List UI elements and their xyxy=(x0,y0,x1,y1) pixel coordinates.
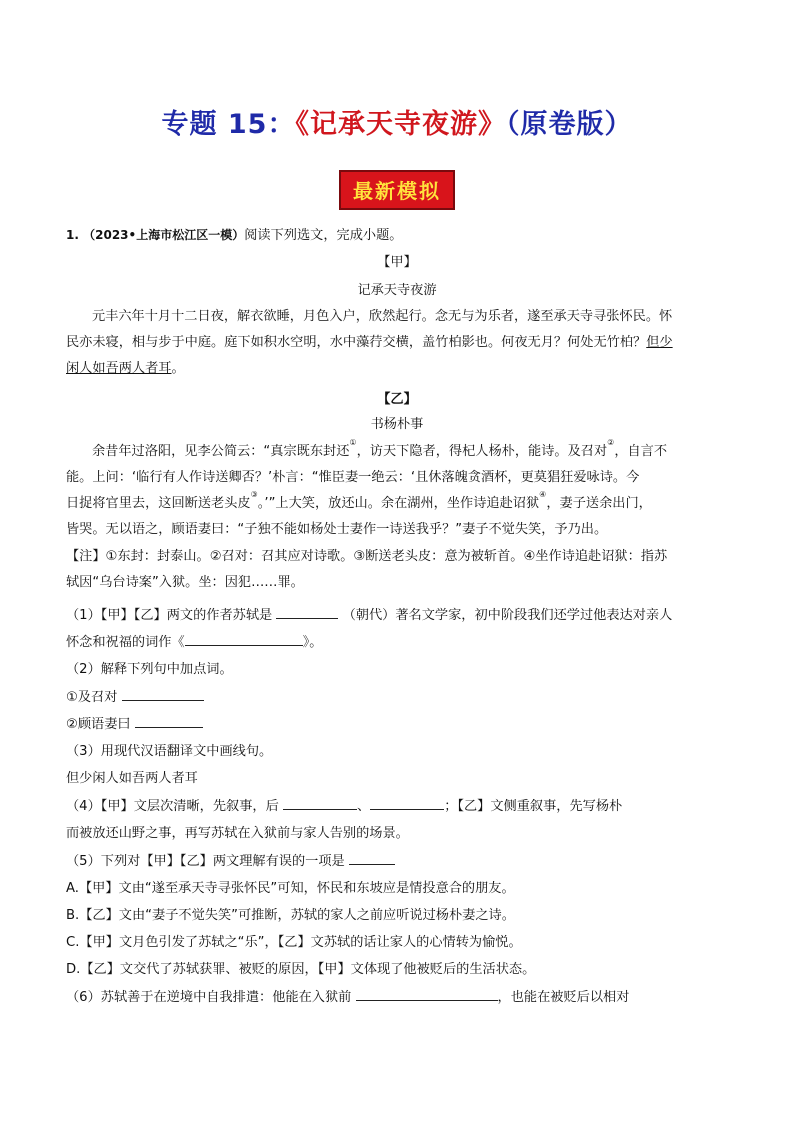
answer-blank-dynasty[interactable] xyxy=(276,606,338,619)
jia-paragraph-line-3 xyxy=(66,357,734,376)
answer-blank-4a[interactable] xyxy=(283,797,357,810)
question-instruction: 阅读下列选文，完成小题。 xyxy=(244,228,403,243)
subquestion-2b-text: ②顾语妻曰 xyxy=(66,717,131,732)
subquestion-1-text-b: （朝代）著名文学家，初中阶段我们还学过他表达对亲人 xyxy=(342,608,673,623)
yi-line3-text-c: ，妻子送余出门， xyxy=(546,496,652,511)
subquestion-1-text-d: 》。 xyxy=(302,635,323,650)
title-main: 《记承天寺夜游》 xyxy=(295,109,506,140)
yi-line1-text-a: 余昔年过洛阳，见李公简云：“真宗既东封还 xyxy=(92,444,350,459)
subquestion-1-text-a: （1）【甲】【乙】两文的作者苏轼是 xyxy=(66,608,273,623)
subquestion-2b xyxy=(66,713,734,732)
subquestion-5 xyxy=(66,850,734,869)
subquestion-4-cont: 而被放还山野之事，再写苏轼在入狱前与家人告别的场景。 xyxy=(66,826,409,841)
subquestion-3-sentence: 但少闲人如吾两人者耳 xyxy=(66,771,198,786)
notes-line-2: 轼因“乌台诗案”入狱。坐：因犯……罪。 xyxy=(66,575,304,590)
jia-underlined-start: 但少 xyxy=(646,335,673,350)
option-b[interactable]: B.【乙】文由“妻子不觉失笑”可推断，苏轼的家人之前应听说过杨朴妻之诗。 xyxy=(66,908,515,923)
subquestion-4-text-b: 、 xyxy=(357,799,371,814)
subquestion-4 xyxy=(66,795,734,814)
option-c[interactable]: C.【甲】文月色引发了苏轼之“乐”，【乙】文苏轼的话让家人的心情转为愉悦。 xyxy=(66,935,522,950)
section-badge: 最新模拟 xyxy=(339,170,455,210)
jia-period: 。 xyxy=(171,361,185,376)
jia-label: 【甲】 xyxy=(377,255,417,270)
subquestion-4-text-a: （4）【甲】文层次清晰，先叙事，后 xyxy=(66,799,279,814)
subquestion-6 xyxy=(66,986,734,1005)
subquestion-6-text-a: （6）苏轼善于在逆境中自我排遣：他能在入狱前 xyxy=(66,990,352,1005)
option-a[interactable]: A.【甲】文由“遂至承天寺寻张怀民”可知，怀民和东坡应是情投意合的朋友。 xyxy=(66,881,515,896)
section-badge-wrap xyxy=(0,170,794,210)
yi-line1-text-b: ，访天下隐者，得杞人杨朴，能诗。及召对 xyxy=(356,444,608,459)
subquestion-2: （2）解释下列句中加点词。 xyxy=(66,662,233,677)
question-header xyxy=(66,224,734,243)
yi-paragraph-line-2: 能。上问：‘临行有人作诗送卿否？’朴言：“惟臣妻一绝云：‘且休落魄贪酒杯，更莫猖狂爱咏诗。今 xyxy=(66,470,640,485)
answer-blank-2a[interactable] xyxy=(122,688,204,701)
jia-line2-text: 民亦未寝，相与步于中庭。庭下如积水空明，水中藻荇交横，盖竹柏影也。何夜无月？何处无竹柏？ xyxy=(66,335,647,350)
jia-underlined-sentence: 闲人如吾两人者耳 xyxy=(66,361,172,376)
subquestion-1-cont xyxy=(66,631,734,650)
subquestion-2a-text: ①及召对 xyxy=(66,690,118,705)
answer-blank-ci-title[interactable] xyxy=(185,633,303,646)
yi-line3-text-a: 日捉将官里去，这回断送老头皮 xyxy=(66,496,251,511)
option-d[interactable]: D.【乙】文交代了苏轼获罪、被贬的原因，【甲】文体现了他被贬后的生活状态。 xyxy=(66,962,536,977)
note-ref-2: ② xyxy=(607,438,615,447)
subquestion-1-text-c: 怀念和祝福的词作《 xyxy=(66,635,185,650)
notes-line-1: 【注】①东封：封泰山。②召对：召其应对诗歌。③断送老头皮：意为被斩首。④坐作诗追赴诏狱：指苏 xyxy=(66,549,668,564)
note-ref-3: ③ xyxy=(250,490,258,499)
note-ref-4: ④ xyxy=(539,490,547,499)
answer-blank-6[interactable] xyxy=(356,988,498,1001)
answer-blank-5[interactable] xyxy=(349,852,395,865)
question-source: （2023•上海市松江区一模） xyxy=(83,228,245,242)
answer-blank-2b[interactable] xyxy=(135,715,203,728)
jia-paragraph-line-1: 元丰六年十月十二日夜，解衣欲睡，月色入户，欣然起行。念无与为乐者，遂至承天寺寻张怀民。怀 xyxy=(92,309,673,324)
yi-paragraph-line-1 xyxy=(66,440,734,459)
yi-label: 【乙】 xyxy=(377,392,417,407)
title-suffix: （原卷版） xyxy=(505,109,633,140)
jia-paragraph-line-2 xyxy=(66,331,734,350)
answer-blank-4b[interactable] xyxy=(370,797,444,810)
subquestion-4-text-c: ；【乙】文侧重叙事，先写杨朴 xyxy=(444,799,623,814)
question-number: 1. xyxy=(66,228,79,242)
yi-line3-text-b: 。’”上大笑，放还山。余在湖州，坐作诗追赴诏狱 xyxy=(257,496,540,511)
subquestion-2a xyxy=(66,686,734,705)
page-title xyxy=(0,102,794,141)
yi-line1-text-c: ，自言不 xyxy=(614,444,668,459)
note-ref-1: ① xyxy=(349,438,357,447)
subquestion-5-text: （5）下列对【甲】【乙】两文理解有误的一项是 xyxy=(66,854,345,869)
yi-paragraph-line-4: 皆哭。无以语之，顾语妻曰：“子独不能如杨处士妻作一诗送我乎？”妻子不觉失笑，予乃出。 xyxy=(66,522,608,537)
yi-title: 书杨朴事 xyxy=(370,417,424,432)
subquestion-3: （3）用现代汉语翻译文中画线句。 xyxy=(66,744,273,759)
subquestion-1 xyxy=(66,604,734,623)
title-prefix: 专题 15： xyxy=(161,109,296,140)
jia-title: 记承天寺夜游 xyxy=(357,283,437,298)
yi-paragraph-line-3 xyxy=(66,492,734,511)
subquestion-6-text-b: ，也能在被贬后以相对 xyxy=(497,990,630,1005)
